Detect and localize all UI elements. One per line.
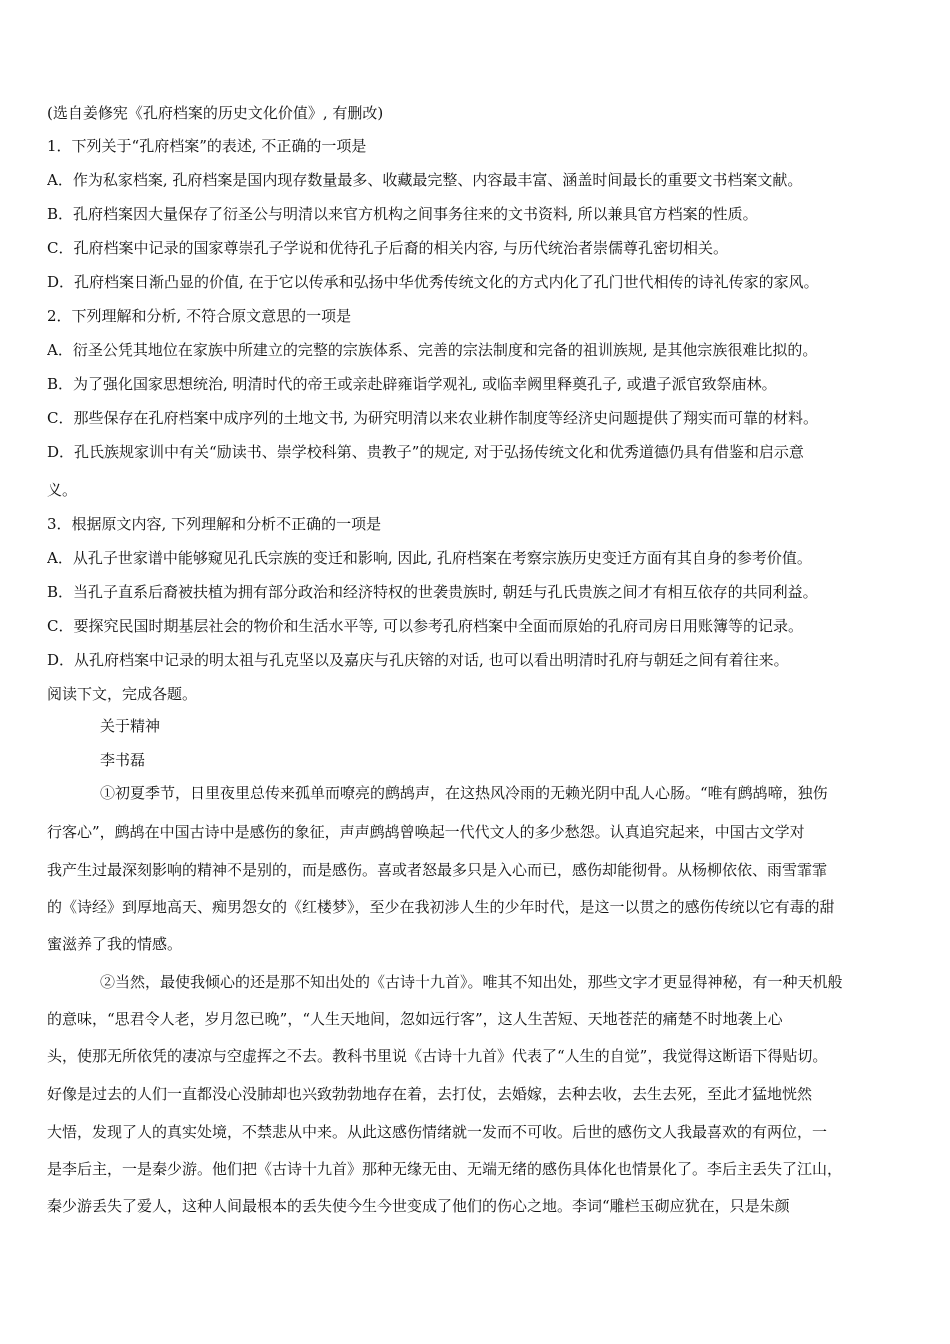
question-2-option-c: C．那些保存在孔府档案中成序列的土地文书, 为研究明清以来农业耕作制度等经济史问题提供了翔实而可靠的材料。 bbox=[47, 409, 819, 427]
question-2-option-d: D．孔氏族规家训中有关“励读书、崇学校科第、贵教子”的规定, 对于弘扬传统文化和优秀道德仍具有借鉴和启示意 bbox=[47, 443, 804, 461]
essay-p1-line: 行客心”，鹧鸪在中国古诗中是感伤的象征，声声鹧鸪曾唤起一代代文人的多少愁怨。认真追究起来，中国古文学对 bbox=[47, 823, 805, 841]
question-2-option-d-cont: 义。 bbox=[47, 481, 78, 499]
essay-p2-line: ②当然，最使我倾心的还是那不知出处的《古诗十九首》。唯其不知出处，那些文字才更显得神秘，有一种天机般 bbox=[100, 973, 843, 991]
question-3-option-d: D．从孔府档案中记录的明太祖与孔克坚以及嘉庆与孔庆镕的对话, 也可以看出明清时孔府与朝廷之间有着往来。 bbox=[47, 651, 789, 669]
essay-p2-line: 是李后主，一是秦少游。他们把《古诗十九首》那种无缘无由、无端无绪的感伤具体化也情景化了。李后主丢失了江山， bbox=[47, 1160, 843, 1178]
essay-p2-line: 大悟，发现了人的真实处境，不禁悲从中来。从此这感伤情绪就一发而不可收。后世的感伤文人我最喜欢的有两位，一 bbox=[47, 1123, 828, 1141]
essay-p2-line: 头，使那无所依凭的凄凉与空虚挥之不去。教科书里说《古诗十九首》代表了“人生的自觉”，我觉得这断语下得贴切。 bbox=[47, 1047, 828, 1065]
question-2-option-b: B．为了强化国家思想统治, 明清时代的帝王或亲赴辟雍诣学观礼, 或临幸阙里释奠孔子, 或遣子派官致祭庙林。 bbox=[47, 375, 777, 393]
reading-instruction: 阅读下文，完成各题。 bbox=[47, 685, 198, 703]
question-1-stem: 1．下列关于“孔府档案”的表述, 不正确的一项是 bbox=[47, 137, 367, 155]
question-3-option-a: A．从孔子世家谱中能够窥见孔氏宗族的变迁和影响, 因此, 孔府档案在考察宗族历史变迁方面有其自身的参考价值。 bbox=[47, 549, 812, 567]
essay-p2-line: 好像是过去的人们一直都没心没肺却也兴致勃勃地存在着，去打仗，去婚嫁，去种去收，去生去死，至此才猛地恍然 bbox=[47, 1085, 813, 1103]
essay-p1-line: 的《诗经》到厚地高天、痴男怨女的《红楼梦》，至少在我初涉人生的少年时代，是这一以贯之的感伤传统以它有毒的甜 bbox=[47, 898, 835, 916]
essay-p2-line: 秦少游丢失了爱人，这种人间最根本的丢失使今生今世变成了他们的伤心之地。李词“雕栏玉砌应犹在，只是朱颜 bbox=[47, 1197, 790, 1215]
question-2-option-a: A．衍圣公凭其地位在家族中所建立的完整的宗族体系、完善的宗法制度和完备的祖训族规, 是其他宗族很难比拟的。 bbox=[47, 341, 818, 359]
essay-p1-line: ①初夏季节，日里夜里总传来孤单而嘹亮的鹧鸪声，在这热风冷雨的无赖光阴中乱人心肠。“唯有鹧鸪啼，独伤 bbox=[100, 784, 828, 802]
essay-p1-line: 我产生过最深刻影响的精神不是别的，而是感伤。喜或者怒最多只是入心而已，感伤却能彻骨。从杨柳依依、雨雪霏霏 bbox=[47, 861, 828, 879]
essay-author: 李书磊 bbox=[100, 751, 146, 769]
question-3-option-c: C．要探究民国时期基层社会的物价和生活水平等, 可以参考孔府档案中全面而原始的孔府司房日用账簿等的记录。 bbox=[47, 617, 804, 635]
question-2-stem: 2．下列理解和分析, 不符合原文意思的一项是 bbox=[47, 307, 352, 325]
source-note: (选自姜修宪《孔府档案的历史文化价值》, 有删改) bbox=[47, 104, 384, 122]
essay-p1-line: 蜜滋养了我的情感。 bbox=[47, 935, 183, 953]
question-3-stem: 3．根据原文内容, 下列理解和分析不正确的一项是 bbox=[47, 515, 382, 533]
question-3-option-b: B．当孔子直系后裔被扶植为拥有部分政治和经济特权的世袭贵族时, 朝廷与孔氏贵族之间才有相互依存的共同利益。 bbox=[47, 583, 818, 601]
question-1-option-a: A．作为私家档案, 孔府档案是国内现存数量最多、收藏最完整、内容最丰富、涵盖时间最长的重要文书档案文献。 bbox=[47, 171, 803, 189]
question-1-option-b: B．孔府档案因大量保存了衍圣公与明清以来官方机构之间事务往来的文书资料, 所以兼具官方档案的性质。 bbox=[47, 205, 758, 223]
essay-title: 关于精神 bbox=[100, 717, 161, 735]
essay-p2-line: 的意味，“思君令人老，岁月忽已晚”，“人生天地间，忽如远行客”，这人生苦短、天地苍茫的痛楚不时地袭上心 bbox=[47, 1010, 783, 1028]
question-1-option-d: D．孔府档案日渐凸显的价值, 在于它以传承和弘扬中华优秀传统文化的方式内化了孔门世代相传的诗礼传家的家风。 bbox=[47, 273, 819, 291]
question-1-option-c: C．孔府档案中记录的国家尊崇孔子学说和优待孔子后裔的相关内容, 与历代统治者崇儒尊孔密切相关。 bbox=[47, 239, 729, 257]
